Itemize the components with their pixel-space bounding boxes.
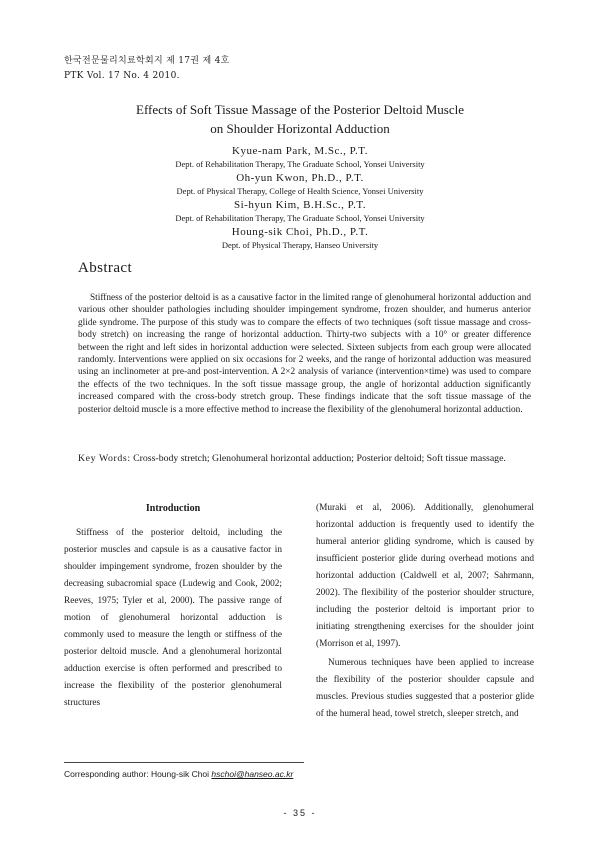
body-paragraph: (Muraki et al, 2006). Additionally, glenohumeral horizontal adduction is frequently used to identify the humeral anterior gliding syndrome, which is caused by insufficient posterior glide during overhead motions and horizontal adduction (Caldwell et al, 2007; Sahrmann, 2002). The flexibility of the posterior shoulder structure, including the posterior deltoid is important prior to initiating strengthening exercises for the shoulder joint (Morrison et al, 1997). <box>316 503 534 649</box>
paper-title-line-1: Effects of Soft Tissue Massage of the Posterior Deltoid Muscle <box>136 102 464 117</box>
journal-header <box>64 54 230 84</box>
author-affiliation: Dept. of Rehabilitation Therapy, The Graduate School, Yonsei University <box>175 159 425 169</box>
footnote-divider <box>64 762 304 763</box>
body-paragraph: Numerous techniques have been applied to increase the flexibility of the posterior shoulder capsule and muscles. Previous studies suggested that a posterior glide of the humeral head, towel stretch, sleeper stretch, and <box>316 658 534 719</box>
journal-volume-line: PTK Vol. 17 No. 4 2010. <box>64 71 180 81</box>
author-name: Kyue-nam Park, M.Sc., P.T. <box>232 145 368 157</box>
author-email-link[interactable]: hschoi@hanseo.ac.kr <box>211 769 294 779</box>
page-number: - 35 - <box>283 808 317 818</box>
body-paragraph: Stiffness of the posterior deltoid, including the posterior muscles and capsule is as a causative factor in shoulder impingement syndrome, frozen shoulder by the decreasing subacromial space (Ludewig and Cook, 2002; Reeves, 1975; Tyler et al, 2000). The passive range of motion of glenohumeral horizontal adduction is commonly used to measure the length or stiffness of the posterior deltoid muscle. And a glenohumeral horizontal adduction exercise is often performed and prescribed to increase the flexibility of the posterior glenohumeral structures <box>64 528 282 708</box>
journal-korean-title: 한국전문물리치료학회지 제 17권 제 4호 <box>64 56 230 66</box>
author-name: Si-hyun Kim, B.H.Sc., P.T. <box>234 199 366 211</box>
introduction-heading: Introduction <box>145 503 201 514</box>
paper-title-line-2: on Shoulder Horizontal Adduction <box>210 121 390 136</box>
abstract-heading: Abstract <box>78 260 133 276</box>
paper-title <box>0 100 600 138</box>
introduction-right-column <box>316 500 534 723</box>
author-affiliation: Dept. of Rehabilitation Therapy, The Graduate School, Yonsei University <box>175 213 425 223</box>
introduction-left-column <box>64 500 282 712</box>
author-affiliation: Dept. of Physical Therapy, College of Health Science, Yonsei University <box>176 186 424 196</box>
abstract-body: Stiffness of the posterior deltoid is as a causative factor in the limited range of glenohumeral horizontal adduction and various other shoulder pathologies including shoulder impingement syndrome, frozen shoulder, and humerus anterior glide syndrome. The purpose of this study was to compare the effects of two techniques (soft tissue massage and cross-body stretch) on increasing the range of horizontal adduction. Thirty-two subjects with a 10° or greater difference between the right and left sides in horizontal adduction were selected. Sixteen subjects from each group were allocated randomly. Interventions were applied on six occasions for 2 weeks, and the range of horizontal adduction was measured using an inclinometer at pre-and post-intervention. A 2×2 analysis of variance (intervention×time) was used to compare the effects of the two techniques. In the soft tissue massage group, the angle of horizontal adduction significantly increased compared with the cross-body stretch group. These findings indicate that the soft tissue massage of the posterior deltoid muscle is a more effective method to increase the flexibility of the glenohumeral horizontal adduction. <box>78 293 531 415</box>
author-name: Houng-sik Choi, Ph.D., P.T. <box>231 226 369 238</box>
keywords <box>78 452 531 465</box>
footnote-text: Corresponding author: Houng-sik Choi <box>64 769 212 779</box>
author-list <box>0 144 600 252</box>
keywords-label: Key Words: <box>78 453 131 464</box>
keywords-text: Cross-body stretch; Glenohumeral horizontal adduction; Posterior deltoid; Soft tissue massage. <box>133 453 506 464</box>
author-affiliation: Dept. of Physical Therapy, Hanseo University <box>221 240 379 250</box>
author-name: Oh-yun Kwon, Ph.D., P.T. <box>236 172 364 184</box>
corresponding-author-footnote <box>64 768 293 780</box>
